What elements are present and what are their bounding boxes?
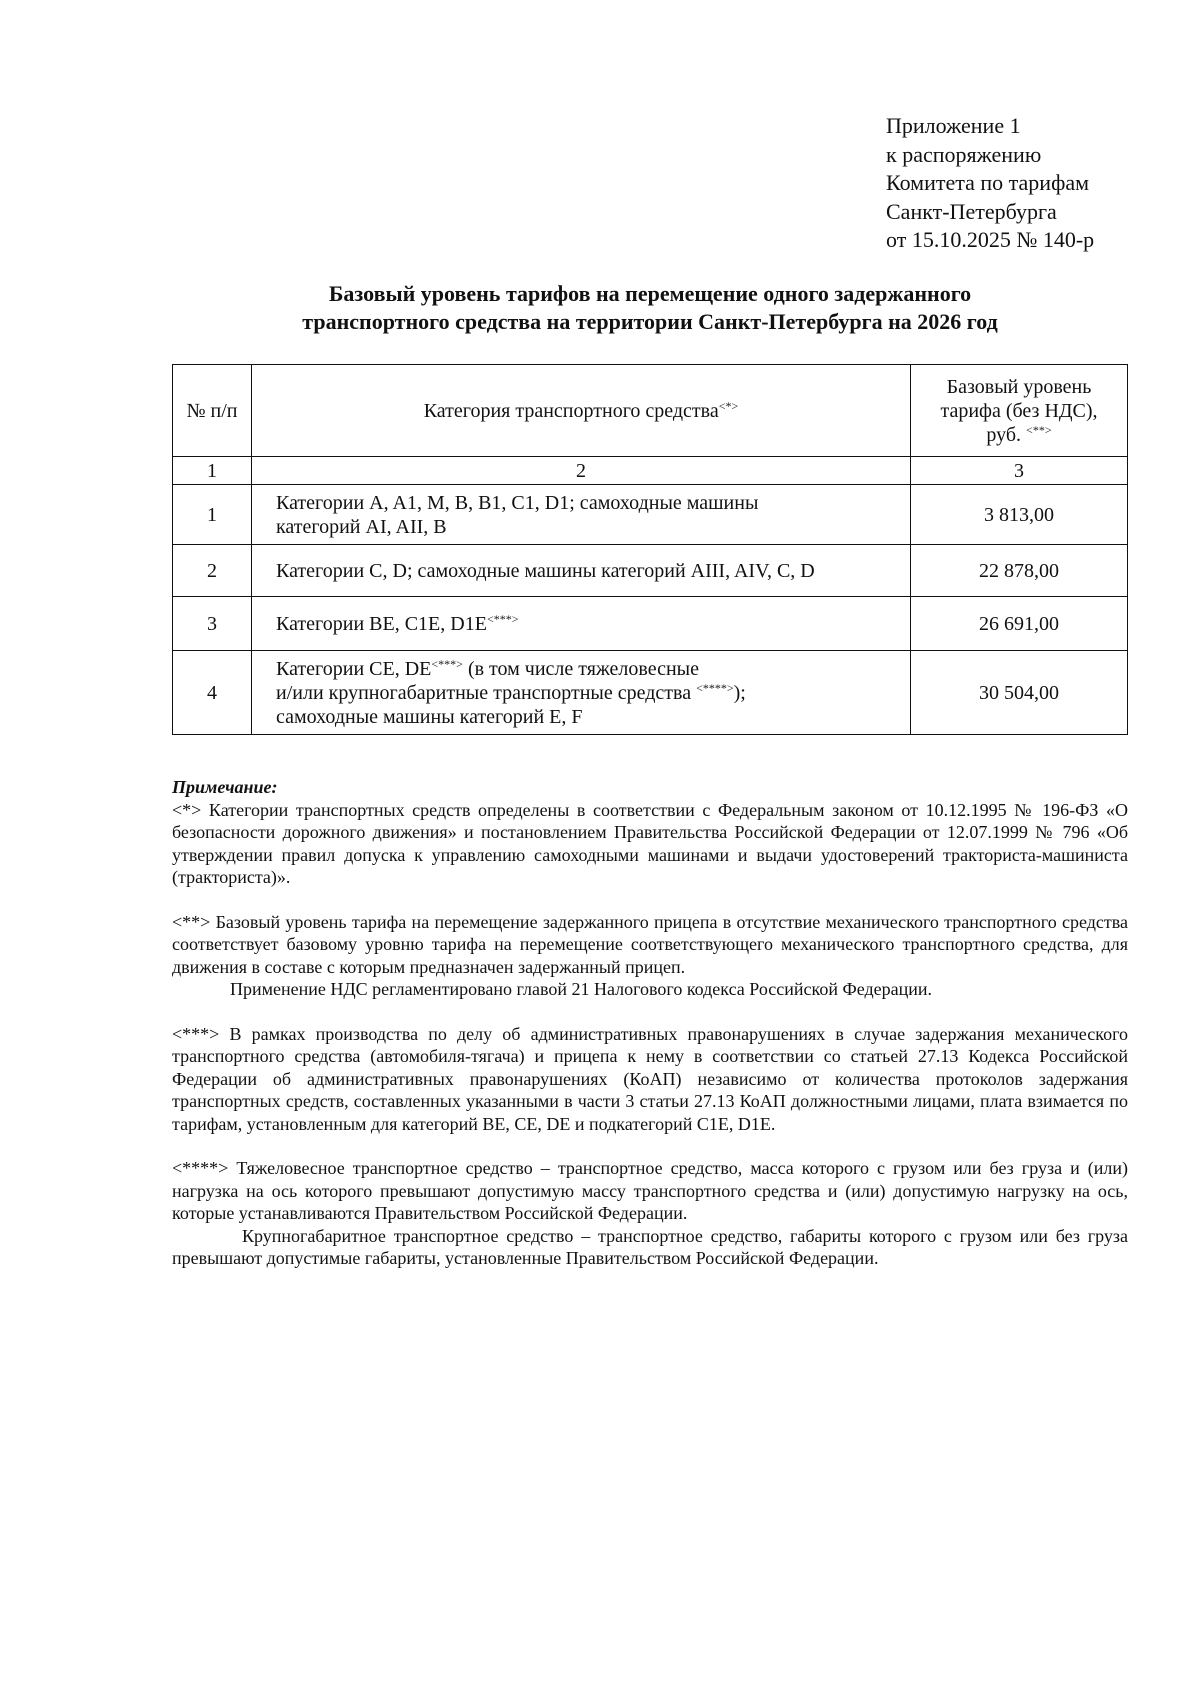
column-number-row [173,457,1128,485]
row-value: 30 504,00 [911,651,1128,735]
note-paragraph: Крупногабаритное транспортное средство – транспортное средство, габариты которого с грузом или без груза превышают допустимые габариты, установленные Правительством Российской Федерации. [172,1225,1128,1268]
col-number: 1 [173,457,252,485]
row-num: 3 [173,597,252,651]
note-paragraph: <****> Тяжеловесное транспортное средство – транспортное средство, масса которого с грузом или без груза и (или) нагрузка на ось которого превышают допустимую массу транспортного средства и (или) допустимую нагрузку на ось, которые устанавливаются Правительством Российской Федерации. [172,1158,1128,1223]
table-row [173,485,1128,545]
footnote-mark: <**> [1026,422,1052,437]
appendix-line: Санкт-Петербурга [886,198,1057,224]
col-number: 3 [911,457,1128,485]
header-tariff-line: Базовый уровень [946,375,1092,398]
header-tariff-unit: руб. [986,423,1022,446]
header-num [173,365,252,457]
header-category-text: Категория транспортного средства [423,399,719,422]
row-category-line: Категории BE, C1E, D1E [276,612,487,635]
appendix-line: к распоряжению [886,141,1042,167]
row-value: 3 813,00 [911,485,1128,545]
row-category [252,545,911,597]
document-title [170,280,1130,336]
row-category [252,651,911,735]
row-category-line: Категории A, A1, M, B, B1, C1, D1; самоходные машины [276,491,759,514]
note-paragraph: <**> Базовый уровень тарифа на перемещение задержанного прицепа в отсутствие механического транспортного средства соответствует базовому уровню тарифа на перемещение соответствующего механического транспортного средства, для движения в составе с которым предназначен задержанный прицеп. [172,911,1128,977]
title-line: Базовый уровень тарифов на перемещение одного задержанного [328,281,972,306]
row-category-line: самоходные машины категорий E, F [276,705,583,728]
row-category-text: и/или крупногабаритные транспортные средства [276,681,697,704]
row-value: 26 691,00 [911,597,1128,651]
row-category-text: Категории CE, DE [276,657,432,680]
row-category-line [276,681,900,705]
appendix-line: Комитета по тарифам [886,170,1090,195]
row-category [252,597,911,651]
footnote-mark: <****> [696,680,734,695]
appendix-line: Приложение 1 [886,113,1021,138]
note-paragraph: <*> Категории транспортных средств определены в соответствии с Федеральным законом от 10.12.1995 № 196-ФЗ «О безопасности дорожного движения» и постановлением Правительства Российской Федерации от 12.07.1999 № 796 «Об утверждении правил допуска к управлению самоходными машинами и выдачи удостоверений тракториста-машиниста (тракториста)». [172,799,1128,887]
notes-heading: Примечание: [172,777,278,797]
table-row [173,545,1128,597]
row-category-text: (в том числе тяжеловесные [462,657,699,680]
row-num: 2 [173,545,252,597]
table-header-row [173,365,1128,457]
row-num: 4 [173,651,252,735]
note-paragraph: Применение НДС регламентировано главой 21 Налогового кодекса Российской Федерации. [230,979,932,999]
title-line: транспортного средства на территории Санкт-Петербурга на 2026 год [302,309,998,334]
row-value: 22 878,00 [911,545,1128,597]
footnote-mark: <***> [486,611,519,626]
row-category [252,485,911,545]
table-row [173,597,1128,651]
header-num-text: № п/п [186,399,238,422]
col-number: 2 [252,457,911,485]
header-tariff [911,365,1128,457]
table-row [173,651,1128,735]
appendix-block [886,112,1094,255]
row-category-text: ); [733,681,746,704]
header-tariff-line: тарифа (без НДС), [940,399,1098,422]
row-num: 1 [173,485,252,545]
row-category-line: Категории C, D; самоходные машины категорий AIII, AIV, C, D [276,559,815,582]
note-paragraph: <***> В рамках производства по делу об административных правонарушениях в случае задержания механического транспортного средства (автомобиля-тягача) и прицепа к нему в соответствии со статьей 27.13 Кодекса Российской Федерации об административных правонарушениях (КоАП) независимо от количества протоколов задержания транспортных средств, составленных указанными в части 3 статьи 27.13 КоАП должностными лицами, плата взимается по тарифам, установленным для категорий BE, CE, DE и подкатегорий C1E, D1E. [172,1023,1128,1134]
row-category-line [276,657,900,681]
footnote-mark: <*> [718,398,739,413]
footnote-mark: <***> [431,656,463,671]
header-category [252,365,911,457]
header-tariff-line [921,423,1117,447]
tariff-table [172,364,1128,735]
row-category-line: категорий AI, AII, B [276,515,447,538]
appendix-line: от 15.10.2025 № 140-р [886,227,1095,252]
notes-section [172,776,1128,1270]
